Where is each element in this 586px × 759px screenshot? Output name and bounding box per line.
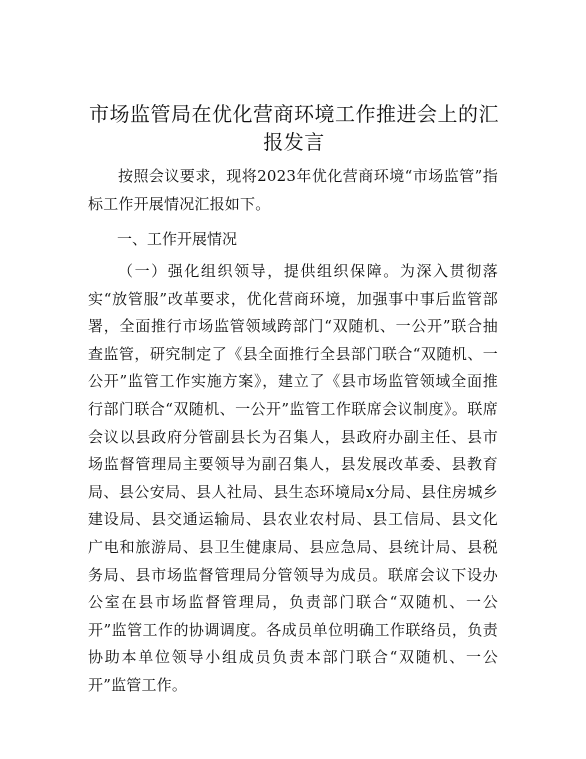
- body-paragraph: （一）强化组织领导，提供组织保障。为深入贯彻落实“放管服”改革要求，优化营商环境，加强事中事后监管部署，全面推行市场监管领域跨部门“双随机、一公开”联合抽查监管，研究制定了《县全面推行全县部门联合“双随机、一公开”监管工作实施方案》，建立了《县市场监管领域全面推行部门联合“双随机、一公开”监管工作联席会议制度》。联席会议以县政府分管副县长为召集人，县政府办副主任、县市场监督管理局主要领导为副召集人，县发展改革委、县教育局、县公安局、县人社局、县生态环境局x分局、县住房城乡建设局、县交通运输局、县农业农村局、县工信局、县文化广电和旅游局、县卫生健康局、县应急局、县统计局、县税务局、县市场监督管理局分管领导为成员。联席会议下设办公室在县市场监督管理局，负责部门联合“双随机、一公开”监管工作的协调调度。各成员单位明确工作联络员，负责协助本单位领导小组成员负责本部门联合“双随机、一公开”监管工作。: [88, 262, 498, 694]
- section-heading: 一、工作开展情况: [117, 230, 238, 248]
- document-title: 市场监管局在优化营商环境工作推进会上的汇报发言: [89, 102, 499, 154]
- intro-paragraph: 按照会议要求，现将2023年优化营商环境“市场监管”指标工作开展情况汇报如下。: [88, 167, 498, 213]
